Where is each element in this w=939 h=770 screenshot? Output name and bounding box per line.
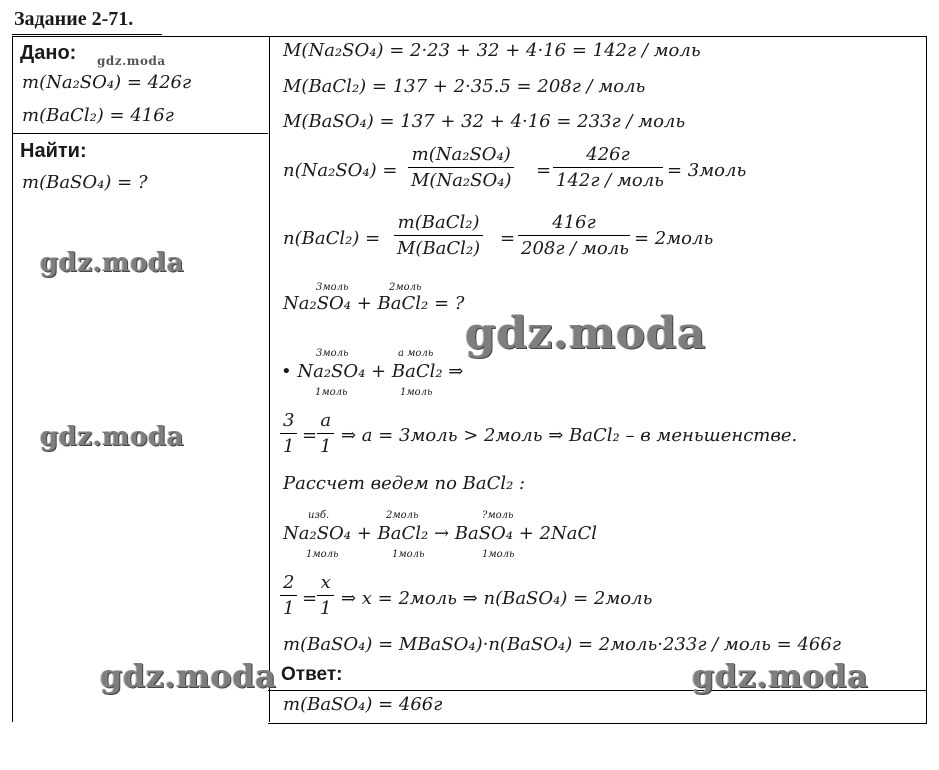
- given-column: [12, 36, 270, 722]
- fraction-numerator: x: [317, 572, 334, 596]
- fraction-numerator: 2: [280, 572, 297, 596]
- proportion1-right: [317, 410, 334, 457]
- task-title: Задание 2-71.: [14, 8, 134, 30]
- fraction-denominator: 1: [320, 598, 332, 619]
- fraction-numerator: a: [317, 410, 334, 434]
- fraction-denominator: M(Na₂SO₄): [411, 170, 512, 191]
- reaction2-annotation: 1моль: [400, 387, 433, 398]
- proportion1-left: [280, 410, 297, 457]
- fraction-numerator: m(BaCl₂): [394, 212, 483, 236]
- watermark: gdz.moda: [40, 422, 185, 452]
- reaction1-annotation: 3моль: [316, 282, 349, 293]
- fraction-denominator: 142г / моль: [556, 170, 664, 191]
- reaction3-annotation: 1моль: [482, 549, 515, 560]
- equals-sign: =: [302, 588, 318, 609]
- find-label: Найти:: [20, 140, 87, 162]
- fraction-numerator: 416г: [518, 212, 630, 236]
- reaction2-annotation: 3моль: [316, 348, 349, 359]
- proportion2-right: [317, 572, 334, 619]
- given-label: Дано:: [20, 42, 77, 64]
- given-find-divider: [12, 133, 268, 134]
- find-mass-baso4: m(BaSO₄) = ?: [22, 172, 148, 193]
- reaction3-annotation: 2моль: [386, 510, 419, 521]
- moles-bacl2-lhs: n(BaCl₂) =: [283, 228, 381, 249]
- given-mass-na2so4: m(Na₂SO₄) = 426г: [22, 72, 192, 93]
- equals-sign: =: [500, 228, 516, 249]
- watermark: gdz.moda: [40, 248, 185, 278]
- moles-na2so4-values: [553, 144, 663, 191]
- reaction3-annotation: 1моль: [306, 549, 339, 560]
- fraction-numerator: 3: [280, 410, 297, 434]
- watermark: gdz.moda: [100, 657, 277, 695]
- equals-sign: =: [302, 425, 318, 446]
- fraction-denominator: 1: [283, 598, 295, 619]
- watermark-small: gdz.moda: [97, 54, 166, 68]
- proportion1-conclusion: ⇒ a = 3моль > 2моль ⇒ BaCl₂ – в меньшенстве.: [341, 425, 798, 446]
- molar-mass-baso4: M(BaSO₄) = 137 + 32 + 4·16 = 233г / моль: [283, 111, 686, 132]
- watermark: gdz.moda: [692, 657, 869, 695]
- fraction-denominator: M(BaCl₂): [397, 238, 481, 259]
- given-mass-bacl2: m(BaCl₂) = 416г: [22, 105, 174, 126]
- reaction2-equation: • Na₂SO₄ + BaCl₂ ⇒: [281, 361, 464, 382]
- fraction-denominator: 208г / моль: [521, 238, 629, 259]
- reaction2-annotation: 1моль: [315, 387, 348, 398]
- watermark: gdz.moda: [465, 308, 707, 359]
- answer-value: m(BaSO₄) = 466г: [283, 694, 443, 715]
- proportion2-conclusion: ⇒ x = 2моль ⇒ n(BaSO₄) = 2моль: [341, 588, 653, 609]
- moles-na2so4-fraction: [408, 144, 514, 191]
- answer-label: Ответ:: [281, 664, 343, 685]
- molar-mass-na2so4: M(Na₂SO₄) = 2·23 + 32 + 4·16 = 142г / моль: [283, 40, 701, 61]
- given-top-border: [12, 36, 268, 37]
- moles-bacl2-values: [518, 212, 630, 259]
- calculation-note: Рассчет ведем по BaCl₂ :: [283, 473, 526, 494]
- reaction1-annotation: 2моль: [389, 282, 422, 293]
- proportion2-left: [280, 572, 297, 619]
- fraction-denominator: 1: [320, 436, 332, 457]
- moles-bacl2-result: = 2моль: [634, 228, 714, 249]
- reaction1-equation: Na₂SO₄ + BaCl₂ = ?: [283, 293, 465, 314]
- final-mass-calculation: m(BaSO₄) = MBaSO₄)·n(BaSO₄) = 2моль·233г / моль = 466г: [283, 634, 841, 655]
- moles-na2so4-lhs: n(Na₂SO₄) =: [283, 160, 398, 181]
- moles-bacl2-fraction: [394, 212, 483, 259]
- reaction3-annotation: 1моль: [392, 549, 425, 560]
- reaction3-annotation: ?моль: [482, 510, 514, 521]
- moles-na2so4-result: = 3моль: [667, 160, 747, 181]
- fraction-denominator: 1: [283, 436, 295, 457]
- title-underline: [12, 34, 162, 35]
- reaction2-annotation: a моль: [398, 348, 434, 359]
- fraction-numerator: 426г: [553, 144, 663, 168]
- molar-mass-bacl2: M(BaCl₂) = 137 + 2·35.5 = 208г / моль: [283, 76, 646, 97]
- reaction3-equation: Na₂SO₄ + BaCl₂ → BaSO₄ + 2NaCl: [283, 523, 598, 544]
- fraction-numerator: m(Na₂SO₄): [408, 144, 514, 168]
- equals-sign: =: [536, 160, 552, 181]
- reaction3-annotation: изб.: [308, 510, 330, 521]
